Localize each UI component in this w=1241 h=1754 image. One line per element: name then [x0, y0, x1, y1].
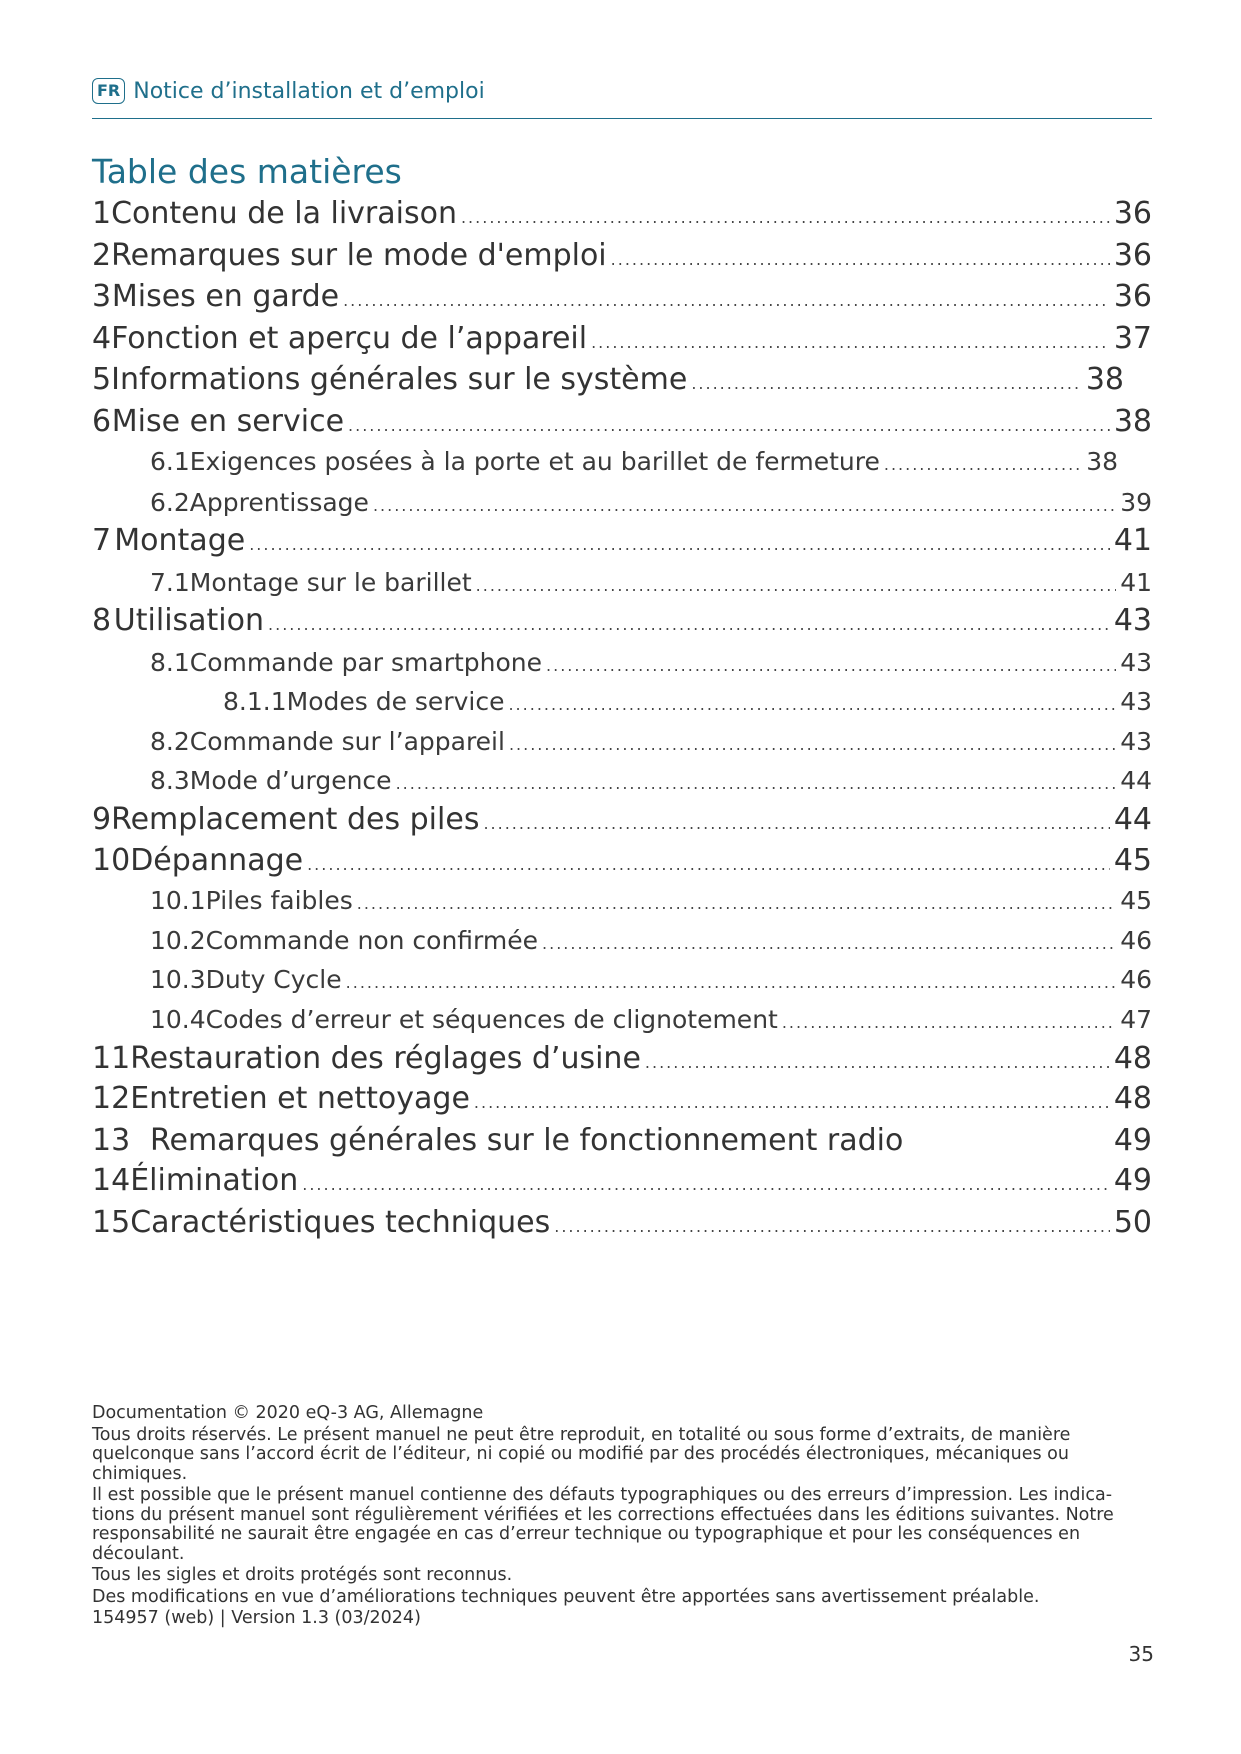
toc-leader-dots: [884, 455, 1082, 474]
trademarks-line: Tous les sigles et droits protégés sont reconnus.: [92, 1565, 513, 1585]
toc-leader-dots: [554, 1217, 1110, 1236]
toc-entry-title: Restauration des réglages d’usine: [130, 1041, 641, 1076]
toc-leader-dots: [508, 695, 1116, 714]
toc-entry[interactable]: [92, 321, 1152, 356]
toc-entry-number: 8.3: [150, 766, 190, 795]
toc-entry[interactable]: [150, 648, 1152, 677]
toc-entry-title: Commande sur l’appareil: [189, 727, 505, 756]
toc-leader-dots: [373, 496, 1116, 515]
toc-entry-page: 41: [1120, 568, 1152, 597]
toc-entry[interactable]: [92, 238, 1152, 273]
toc-entry-number: 7: [92, 523, 112, 558]
toc-leader-dots: [474, 1093, 1110, 1112]
toc-entry-title: Montage sur le barillet: [189, 568, 472, 597]
toc-entry-page: 44: [1120, 766, 1152, 795]
toc-entry-number: 2: [92, 238, 112, 273]
toc-leader-dots: [268, 615, 1110, 634]
toc-entry-page: 48: [1113, 1081, 1152, 1116]
toc-entry-page: 38: [1113, 404, 1152, 439]
toc-entry-page: 49: [1113, 1163, 1152, 1198]
toc-entry[interactable]: [150, 568, 1152, 597]
toc-entry-number: 3: [92, 279, 112, 314]
toc-entry[interactable]: [150, 447, 1118, 476]
toc-entry-number: 10: [92, 843, 131, 878]
toc-entry-page: 47: [1120, 1005, 1152, 1034]
toc-leader-dots: [357, 894, 1116, 913]
toc-entry-title: Remarques générales sur le fonctionnement radio: [150, 1123, 904, 1158]
toc-leader-dots: [645, 1053, 1110, 1072]
toc-entry-title: Remplacement des piles: [111, 802, 480, 837]
page-header: [92, 78, 1152, 119]
disclaimer-paragraph: Il est possible que le présent manuel contienne des défauts typographiques ou des erreurs d’impression. Les indica-tions du présent manuel sont régulièrement vérifiées et les corrections effectuées dans les éditions suivantes. Notre responsabilité ne saurait être engagée en cas d’erreur technique ou typographique et pour les conséquences en découlant.: [92, 1485, 1114, 1564]
toc-leader-dots: [542, 934, 1116, 953]
toc-entry-title: Élimination: [130, 1163, 299, 1198]
toc-entry-page: 36: [1113, 279, 1152, 314]
toc-leader-dots: [348, 416, 1110, 435]
toc-entry[interactable]: [150, 766, 1152, 795]
modifications-line: Des modifications en vue d’améliorations techniques peuvent être apportées sans avertissement préalable.: [92, 1586, 1040, 1607]
toc-entry[interactable]: [150, 727, 1152, 756]
toc-entry-number: 10.1: [150, 886, 206, 915]
toc-leader-dots: [691, 374, 1081, 393]
toc-entry-number: 4: [92, 321, 112, 356]
toc-entry[interactable]: [92, 843, 1152, 878]
toc-leader-dots: [396, 774, 1117, 793]
toc-entry[interactable]: [92, 1081, 1152, 1116]
toc-entry[interactable]: [92, 279, 1152, 314]
toc-entry-number: 6: [92, 404, 112, 439]
toc-entry-number: 8.1.1: [223, 687, 287, 716]
toc-entry-page: 43: [1120, 648, 1152, 677]
toc-leader-dots: [483, 814, 1109, 833]
toc-entry[interactable]: [223, 687, 1152, 716]
toc-entry[interactable]: [150, 926, 1152, 955]
toc-leader-dots: [509, 735, 1116, 754]
toc-leader-dots: [307, 855, 1110, 874]
toc-entry-page: 39: [1120, 488, 1152, 517]
toc-leader-dots: [611, 250, 1110, 269]
toc-entry-number: 6.1: [150, 447, 190, 476]
toc-leader-dots: [546, 656, 1116, 675]
toc-leader-dots: [346, 973, 1117, 992]
toc-entry[interactable]: [150, 1005, 1152, 1034]
toc-entry-page: 38: [1085, 362, 1124, 397]
toc-entry-title: Fonction et aperçu de l’appareil: [111, 321, 588, 356]
toc-entry[interactable]: [92, 362, 1124, 397]
toc-leader-dots: [782, 1013, 1116, 1032]
toc-entry-title: Contenu de la livraison: [111, 196, 457, 231]
toc-entry-number: 11: [92, 1041, 131, 1076]
page-number: 35: [1128, 1642, 1154, 1666]
toc-entry-page: 45: [1113, 843, 1152, 878]
toc-entry-page: 43: [1120, 727, 1152, 756]
toc-entry-page: 50: [1113, 1205, 1152, 1240]
toc-entry-title: Caractéristiques techniques: [130, 1205, 551, 1240]
toc-entry-page: 38: [1086, 447, 1118, 476]
toc-entry[interactable]: [92, 1041, 1152, 1076]
rights-paragraph: Tous droits réservés. Le présent manuel ne peut être reproduit, en totalité ou sous forme d’extraits, de manière quelconque sans l’accord écrit de l’éditeur, ni copié ou modifié par des procédés électroniques, mécaniques ou chimiques.: [92, 1424, 1071, 1484]
toc-entry[interactable]: [92, 1123, 1152, 1158]
toc-entry[interactable]: [92, 1205, 1152, 1240]
toc-entry-page: 49: [1113, 1123, 1152, 1158]
toc-entry-title: Entretien et nettoyage: [130, 1081, 470, 1116]
toc-entry[interactable]: [92, 603, 1152, 638]
toc-leader-dots: [302, 1175, 1110, 1194]
toc-entry[interactable]: [150, 965, 1152, 994]
toc-entry-title: Duty Cycle: [205, 965, 342, 994]
version-line: 154957 (web) | Version 1.3 (03/2024): [92, 1608, 421, 1628]
language-badge: FR: [92, 78, 125, 104]
toc-entry-page: 43: [1120, 687, 1152, 716]
toc-entry-number: 8.1: [150, 648, 190, 677]
toc-leader-dots: [476, 576, 1117, 595]
toc-entry-title: Commande non confirmée: [205, 926, 539, 955]
toc-entry[interactable]: [92, 523, 1152, 558]
toc-entry-number: 6.2: [150, 488, 190, 517]
toc-entry-number: 7.1: [150, 568, 190, 597]
toc-entry-number: 1: [92, 196, 112, 231]
toc-entry-number: 12: [92, 1081, 131, 1116]
toc-entry-page: 43: [1113, 603, 1152, 638]
toc-entry[interactable]: [92, 404, 1152, 439]
toc-entry-title: Mises en garde: [111, 279, 340, 314]
toc-entry[interactable]: [150, 886, 1152, 915]
toc-entry-page: 36: [1113, 238, 1152, 273]
toc-title: Table des matières: [92, 152, 402, 191]
toc-entry-page: 37: [1113, 321, 1152, 356]
toc-entry[interactable]: [150, 488, 1152, 517]
toc-entry-number: 10.4: [150, 1005, 206, 1034]
toc-entry-title: Remarques sur le mode d'emploi: [111, 238, 607, 273]
toc-entry-page: 41: [1113, 523, 1152, 558]
toc-entry-title: Mode d’urgence: [189, 766, 392, 795]
toc-entry-number: 9: [92, 802, 112, 837]
toc-entry-page: 48: [1113, 1041, 1152, 1076]
toc-entry-title: Exigences posées à la porte et au barillet de fermeture: [189, 447, 880, 476]
toc-entry-number: 8: [92, 603, 112, 638]
toc-entry-title: Apprentissage: [189, 488, 369, 517]
copyright-line: Documentation © 2020 eQ-3 AG, Allemagne: [92, 1403, 484, 1423]
toc-entry-title: Dépannage: [130, 843, 304, 878]
toc-entry[interactable]: [92, 802, 1152, 837]
toc-entry-title: Mise en service: [111, 404, 345, 439]
toc-entry-title: Informations générales sur le système: [111, 362, 688, 397]
toc-entry[interactable]: [92, 196, 1152, 231]
toc-entry-number: 8.2: [150, 727, 190, 756]
toc-entry-title: Modes de service: [286, 687, 505, 716]
toc-entry-title: Montage: [114, 523, 246, 558]
toc-entry-page: 46: [1120, 965, 1152, 994]
toc-entry-number: 13: [92, 1123, 131, 1158]
toc-entry-title: Commande par smartphone: [189, 648, 543, 677]
toc-entry[interactable]: [92, 1163, 1152, 1198]
toc-entry-number: 10.2: [150, 926, 206, 955]
toc-entry-page: 46: [1120, 926, 1152, 955]
toc-entry-page: 36: [1113, 196, 1152, 231]
toc-entry-number: 5: [92, 362, 112, 397]
toc-entry-number: 14: [92, 1163, 131, 1198]
toc-leader-dots: [343, 291, 1110, 310]
toc-entry-number: 15: [92, 1205, 131, 1240]
toc-entry-title: Utilisation: [113, 603, 265, 638]
toc-entry-page: 45: [1120, 886, 1152, 915]
toc-leader-dots: [461, 208, 1110, 227]
toc-entry-title: Codes d’erreur et séquences de clignotement: [205, 1005, 778, 1034]
legal-footer: [92, 1404, 1152, 1631]
toc-leader-dots: [591, 333, 1110, 352]
toc-entry-page: 44: [1113, 802, 1152, 837]
document-title: Notice d’installation et d’emploi: [133, 79, 485, 104]
toc-leader-dots: [249, 535, 1110, 554]
toc-entry-title: Piles faibles: [205, 886, 353, 915]
toc-entry-number: 10.3: [150, 965, 206, 994]
